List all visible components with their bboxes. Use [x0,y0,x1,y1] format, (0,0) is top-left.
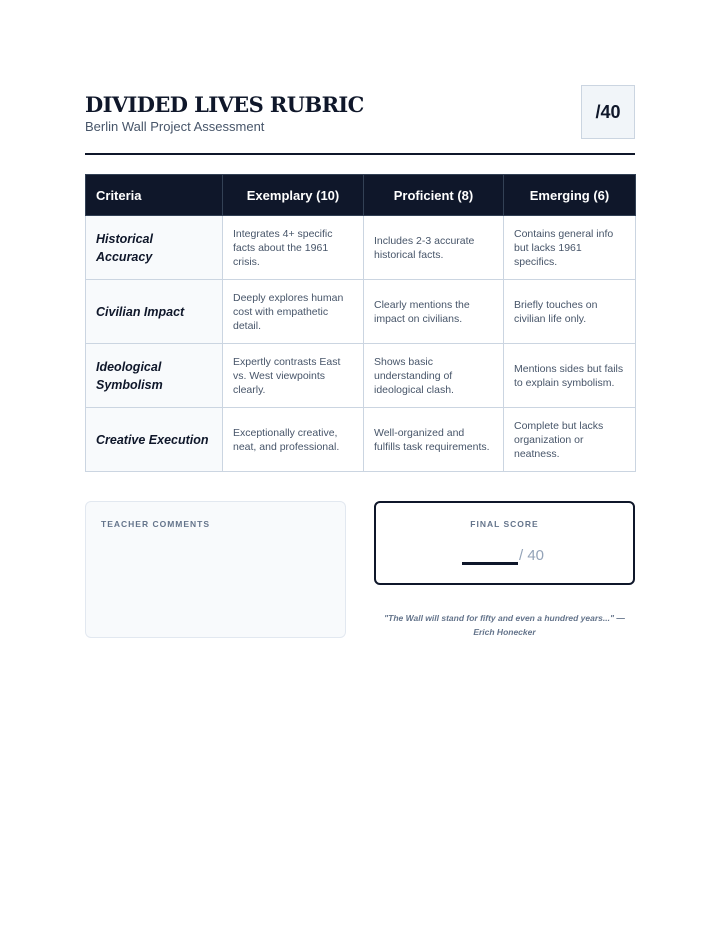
rubric-page [85,85,635,637]
final-score-label: FINAL SCORE [470,519,539,529]
emerging-cell: Briefly touches on civilian life only. [504,280,636,344]
rubric-header-row [86,175,636,216]
page-header [85,85,635,155]
exemplary-cell: Exceptionally creative, neat, and professional. [223,408,364,472]
emerging-cell: Mentions sides but fails to explain symbolism. [504,344,636,408]
criteria-cell: Creative Execution [86,408,223,472]
criteria-cell: Historical Accuracy [86,216,223,280]
rubric-table [85,174,636,472]
column-header-emerging: Emerging (6) [504,175,636,216]
table-row [86,280,636,344]
teacher-comments-label: TEACHER COMMENTS [101,519,211,529]
table-row [86,344,636,408]
final-score-out-of: / 40 [519,547,545,564]
honecker-quote: "The Wall will stand for fifty and even a hundred years..." — Erich Honecker [384,613,625,637]
proficient-cell: Includes 2-3 accurate historical facts. [364,216,504,280]
column-header-exemplary: Exemplary (10) [223,175,364,216]
proficient-cell: Well-organized and fulfills task requirements. [364,408,504,472]
criteria-cell: Civilian Impact [86,280,223,344]
page-subtitle: Berlin Wall Project Assessment [85,119,265,134]
table-row [86,408,636,472]
criteria-cell: Ideological Symbolism [86,344,223,408]
final-score-box [374,501,635,585]
emerging-cell: Complete but lacks organization or neatness. [504,408,636,472]
exemplary-cell: Deeply explores human cost with empathetic detail. [223,280,364,344]
proficient-cell: Clearly mentions the impact on civilians. [364,280,504,344]
final-score-blank[interactable] [462,562,518,565]
page-title: DIVIDED LIVES RUBRIC [85,92,364,117]
column-header-criteria: Criteria [86,175,223,216]
teacher-comments-box[interactable] [85,501,346,638]
total-score-box: /40 [581,85,635,139]
emerging-cell: Contains general info but lacks 1961 specifics. [504,216,636,280]
exemplary-cell: Expertly contrasts East vs. West viewpoints clearly. [223,344,364,408]
proficient-cell: Shows basic understanding of ideological clash. [364,344,504,408]
table-row [86,216,636,280]
column-header-proficient: Proficient (8) [364,175,504,216]
exemplary-cell: Integrates 4+ specific facts about the 1961 crisis. [223,216,364,280]
